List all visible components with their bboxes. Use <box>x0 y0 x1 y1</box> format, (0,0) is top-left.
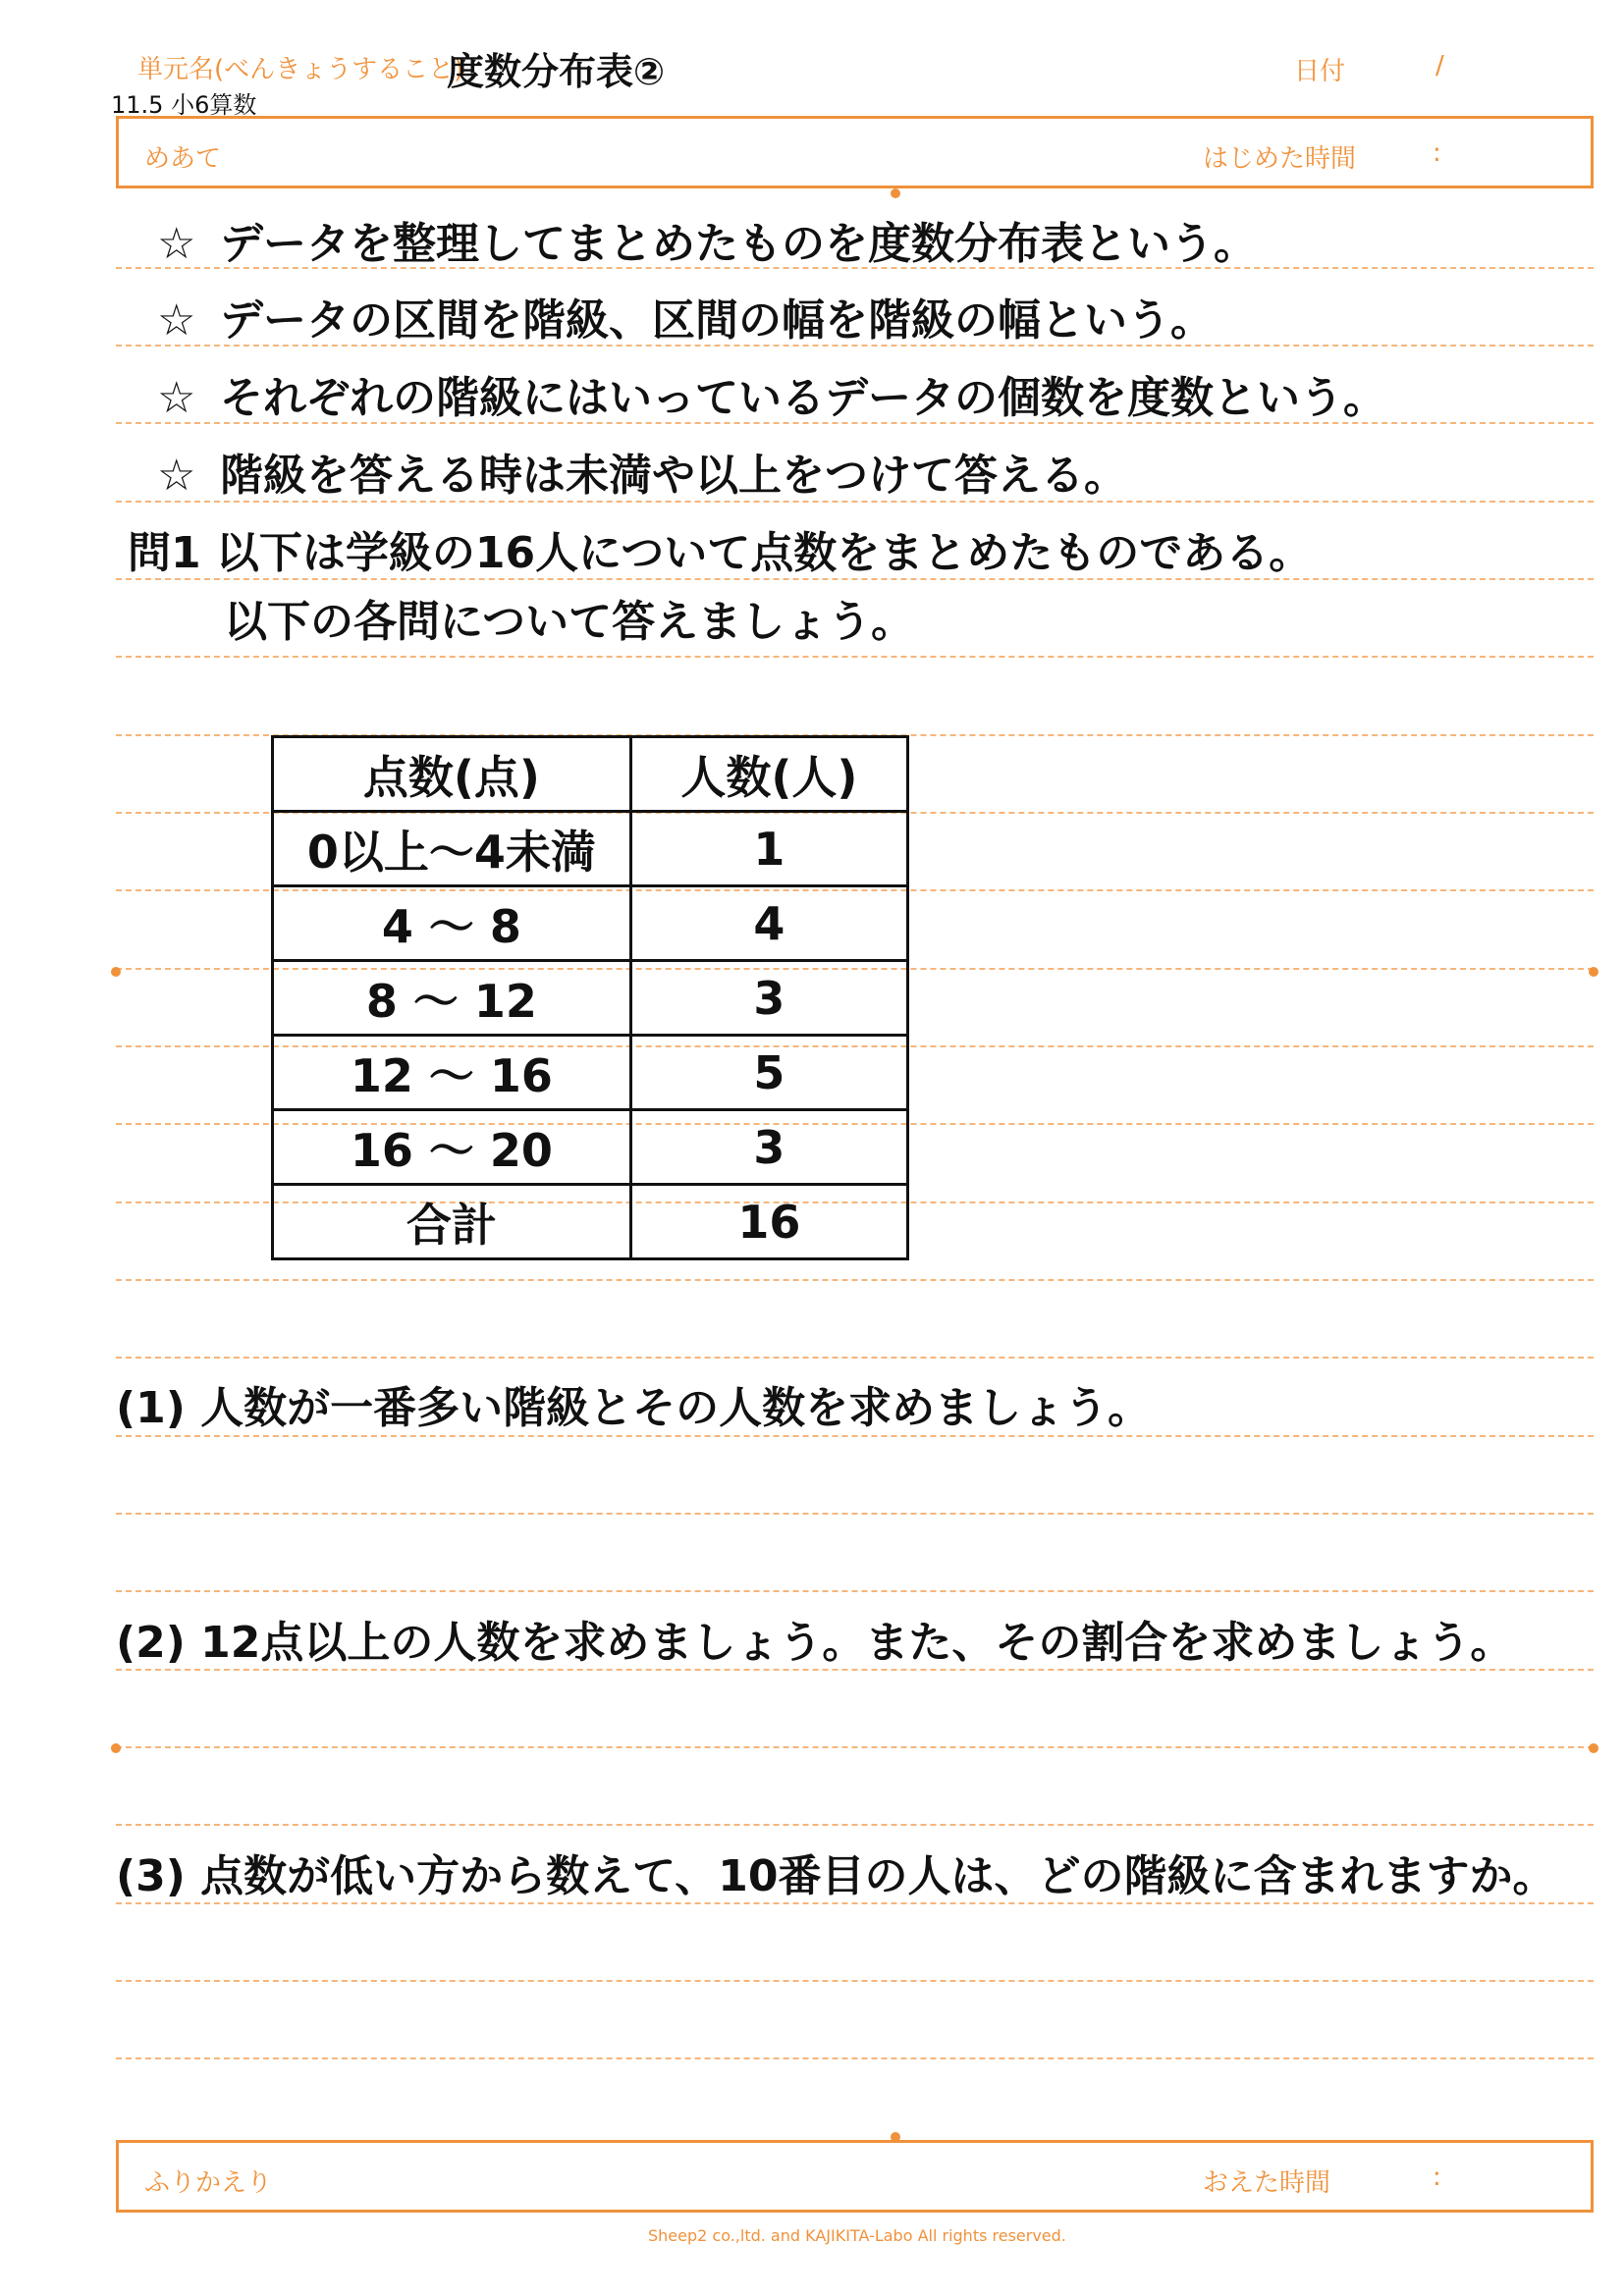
note-line: ☆ データを整理してまとめたものを度数分布表という。 <box>157 219 1257 269</box>
class-interval: 0以上～4未満 <box>273 812 631 886</box>
date-label: 日付 <box>1294 57 1346 86</box>
question-1: (1) 人数が一番多い階級とその人数を求めましょう。 <box>116 1383 1152 1433</box>
frequency-value: 4 <box>630 886 907 961</box>
writing-rule <box>116 1824 1594 1826</box>
class-interval: 16 ～ 20 <box>273 1110 631 1185</box>
note-line: ☆ それぞれの階級にはいっているデータの個数を度数という。 <box>157 373 1386 423</box>
total-label: 合計 <box>273 1185 631 1259</box>
reflection-label: ふりかえり <box>144 2168 273 2198</box>
class-interval: 4 ～ 8 <box>273 886 631 961</box>
class-interval: 12 ～ 16 <box>273 1036 631 1110</box>
header-score: 点数(点) <box>273 737 631 812</box>
table-row <box>273 961 908 1036</box>
writing-rule <box>116 1590 1594 1592</box>
end-time-label: おえた時間 <box>1203 2168 1331 2198</box>
question-3: (3) 点数が低い方から数えて、10番目の人は、どの階級に含まれますか。 <box>116 1851 1556 1901</box>
worksheet-title: 度数分布表② <box>447 50 666 93</box>
start-time-colon: : <box>1433 138 1441 168</box>
writing-rule <box>116 1357 1594 1359</box>
writing-rule <box>116 1746 1594 1748</box>
note-line: ☆ データの区間を階級、区間の幅を階級の幅という。 <box>157 295 1214 346</box>
frequency-value: 3 <box>630 961 907 1036</box>
frequency-value: 3 <box>630 1110 907 1185</box>
end-time-colon: : <box>1433 2163 1441 2192</box>
guide-dot <box>111 1743 121 1753</box>
star-icon: ☆ <box>157 451 196 501</box>
question-2: (2) 12点以上の人数を求めましょう。また、その割合を求めましょう。 <box>116 1618 1514 1668</box>
problem-line-2: 以下の各問について答えましょう。 <box>224 597 915 647</box>
table-row <box>273 1110 908 1185</box>
goal-box[interactable] <box>116 116 1594 188</box>
class-interval: 8 ～ 12 <box>273 961 631 1036</box>
reflection-box[interactable] <box>116 2140 1594 2213</box>
guide-dot <box>1589 1743 1598 1753</box>
frequency-table <box>271 735 909 1260</box>
star-icon: ☆ <box>157 295 196 346</box>
worksheet-code: 11.5 小6算数 <box>111 91 257 119</box>
writing-rule <box>116 1980 1594 1982</box>
table-header-row <box>273 737 908 812</box>
note-line: ☆ 階級を答える時は未満や以上をつけて答える。 <box>157 451 1127 501</box>
frequency-value: 5 <box>630 1036 907 1110</box>
table-row <box>273 886 908 961</box>
guide-dot <box>111 967 121 977</box>
goal-label: めあて <box>144 144 222 174</box>
frequency-value: 1 <box>630 812 907 886</box>
unit-label: 単元名(べんきょうすること) <box>137 55 464 84</box>
start-time-label: はじめた時間 <box>1203 144 1357 174</box>
writing-rule <box>116 1279 1594 1281</box>
star-icon: ☆ <box>157 373 196 423</box>
writing-rule <box>116 1435 1594 1437</box>
guide-dot <box>1589 967 1598 977</box>
copyright-footer: Sheep2 co.,ltd. and KAJIKITA-Labo All rights reserved. <box>648 2226 1066 2245</box>
guide-dot <box>891 188 900 198</box>
table-row <box>273 1036 908 1110</box>
writing-rule <box>116 1513 1594 1515</box>
table-total-row <box>273 1185 908 1259</box>
table-row <box>273 812 908 886</box>
star-icon: ☆ <box>157 219 196 269</box>
total-value: 16 <box>630 1185 907 1259</box>
problem-line-1: 問1 以下は学級の16人について点数をまとめたものである。 <box>128 528 1313 578</box>
writing-rule <box>116 656 1594 658</box>
date-separator: / <box>1435 51 1444 80</box>
writing-rule <box>116 2057 1594 2059</box>
header-count: 人数(人) <box>630 737 907 812</box>
